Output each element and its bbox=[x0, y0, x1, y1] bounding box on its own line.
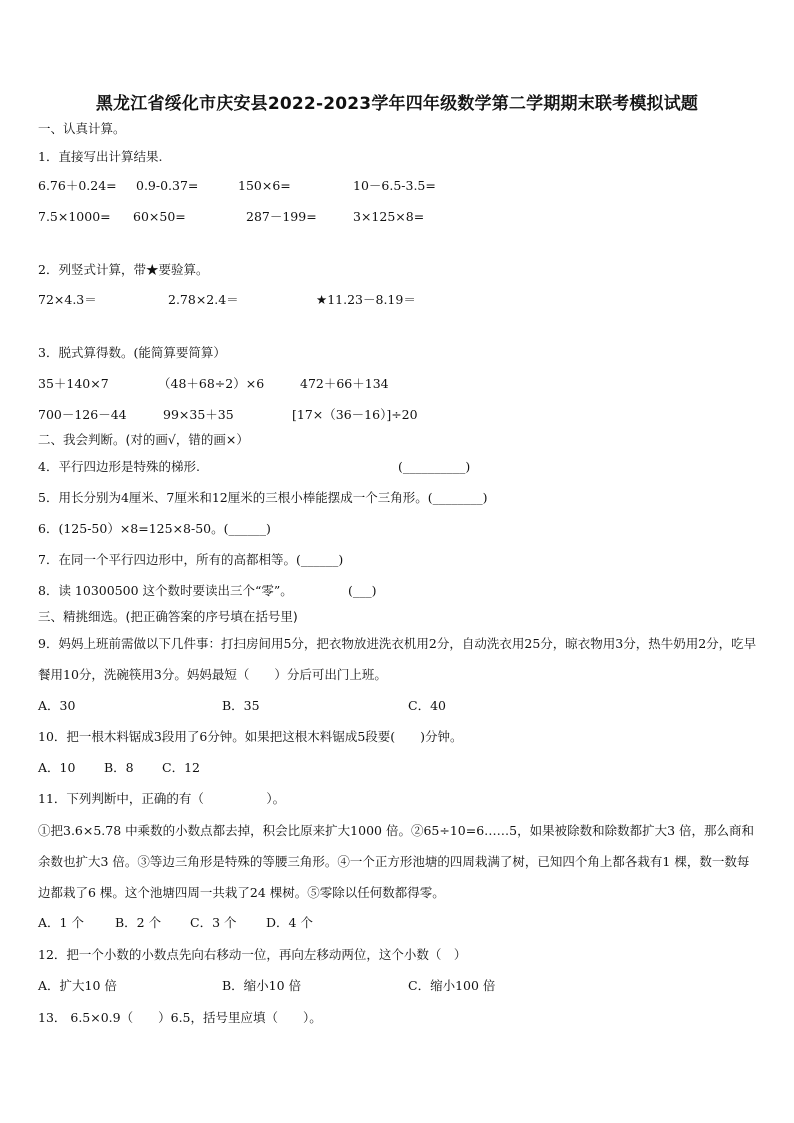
q2-expr: 72×4.3＝ bbox=[38, 292, 97, 307]
answer-blank: (__________) bbox=[398, 459, 471, 474]
section-heading-2: 二、我会判断。(对的画√，错的画×） bbox=[38, 432, 249, 447]
q2-expr: ★11.23－8.19＝ bbox=[316, 292, 416, 307]
option: C．12 bbox=[162, 760, 200, 775]
q1-expr: 10－6.5-3.5= bbox=[353, 178, 436, 193]
q1-expr: 150×6= bbox=[238, 178, 291, 193]
q1-expr: 60×50= bbox=[133, 209, 186, 224]
q3-expr: （48＋68÷2）×6 bbox=[158, 376, 265, 391]
q3-expr: 99×35＋35 bbox=[163, 407, 234, 422]
question-7: 7．在同一个平行四边形中，所有的高都相等。(______) bbox=[38, 552, 344, 567]
q3-expr: [17×（36－16）]÷20 bbox=[292, 407, 418, 422]
option: B．8 bbox=[104, 760, 134, 775]
q1-expr: 7.5×1000= bbox=[38, 209, 111, 224]
q1-expr: 3×125×8= bbox=[353, 209, 425, 224]
question-6: 6．(125-50）×8=125×8-50。(______) bbox=[38, 521, 271, 536]
question-13: 13． 6.5×0.9（ ）6.5，括号里应填（ ）。 bbox=[38, 1010, 322, 1025]
answer-blank: (___) bbox=[348, 583, 377, 598]
question-8: 8．读 10300500 这个数时要读出三个“零”。 bbox=[38, 583, 293, 598]
q1-expr: 287－199= bbox=[246, 209, 317, 224]
question-11-statements: ①把3.6×5.78 中乘数的小数点都去掉，积会比原来扩大1000 倍。②65÷10=6……5，如果被除数和除数都扩大3 倍，那么商和余数也扩大3 倍。③等边三角形是特殊的等腰三角形。④一个正方形池塘的四周栽满了树，已知四个角上都各栽有1 棵，数一数每边都栽了6 棵。这个池塘四周一共栽了24 棵树。⑤零除以任何数都得零。 bbox=[38, 823, 755, 900]
question-1-label: 1．直接写出计算结果. bbox=[38, 149, 163, 164]
option: A．扩大10 倍 bbox=[38, 978, 117, 993]
question-11: 11．下列判断中，正确的有（ ）。 bbox=[38, 791, 286, 806]
section-heading-1: 一、认真计算。 bbox=[38, 121, 126, 136]
question-12: 12．把一个小数的小数点先向右移动一位，再向左移动两位，这个小数（ ） bbox=[38, 947, 467, 962]
q3-expr: 700－126－44 bbox=[38, 407, 127, 422]
question-4: 4．平行四边形是特殊的梯形. bbox=[38, 459, 200, 474]
page-title: 黑龙江省绥化市庆安县2022-2023学年四年级数学第二学期期末联考模拟试题 bbox=[95, 94, 699, 114]
q1-expr: 0.9-0.37= bbox=[136, 178, 199, 193]
q1-expr: 6.76＋0.24= bbox=[38, 178, 117, 193]
option: A．1 个 bbox=[38, 915, 84, 930]
option: B．2 个 bbox=[115, 915, 162, 930]
option: B．缩小10 倍 bbox=[222, 978, 302, 993]
q3-expr: 472＋66＋134 bbox=[300, 376, 389, 391]
question-10: 10．把一根木料锯成3段用了6分钟。如果把这根木料锯成5段要( )分钟。 bbox=[38, 729, 463, 744]
option: D．4 个 bbox=[266, 915, 313, 930]
option: C．3 个 bbox=[190, 915, 237, 930]
question-9: 9．妈妈上班前需做以下几件事：打扫房间用5分，把衣物放进洗衣机用2分，自动洗衣用25分，晾衣物用3分，热牛奶用2分，吃早餐用10分，洗碗筷用3分。妈妈最短（ ）分后可出门上班。 bbox=[38, 636, 757, 682]
option: A．30 bbox=[38, 698, 76, 713]
option: B．35 bbox=[222, 698, 260, 713]
option: A．10 bbox=[38, 760, 76, 775]
question-2-label: 2．列竖式计算，带★要验算。 bbox=[38, 262, 209, 277]
q3-expr: 35＋140×7 bbox=[38, 376, 109, 391]
question-5: 5．用长分别为4厘米、7厘米和12厘米的三根小棒能摆成一个三角形。(________) bbox=[38, 490, 488, 505]
q2-expr: 2.78×2.4＝ bbox=[168, 292, 239, 307]
option: C．40 bbox=[408, 698, 446, 713]
question-3-label: 3．脱式算得数。(能简算要简算） bbox=[38, 345, 226, 360]
option: C．缩小100 倍 bbox=[408, 978, 496, 993]
section-heading-3: 三、精挑细选。(把正确答案的序号填在括号里) bbox=[38, 609, 298, 624]
